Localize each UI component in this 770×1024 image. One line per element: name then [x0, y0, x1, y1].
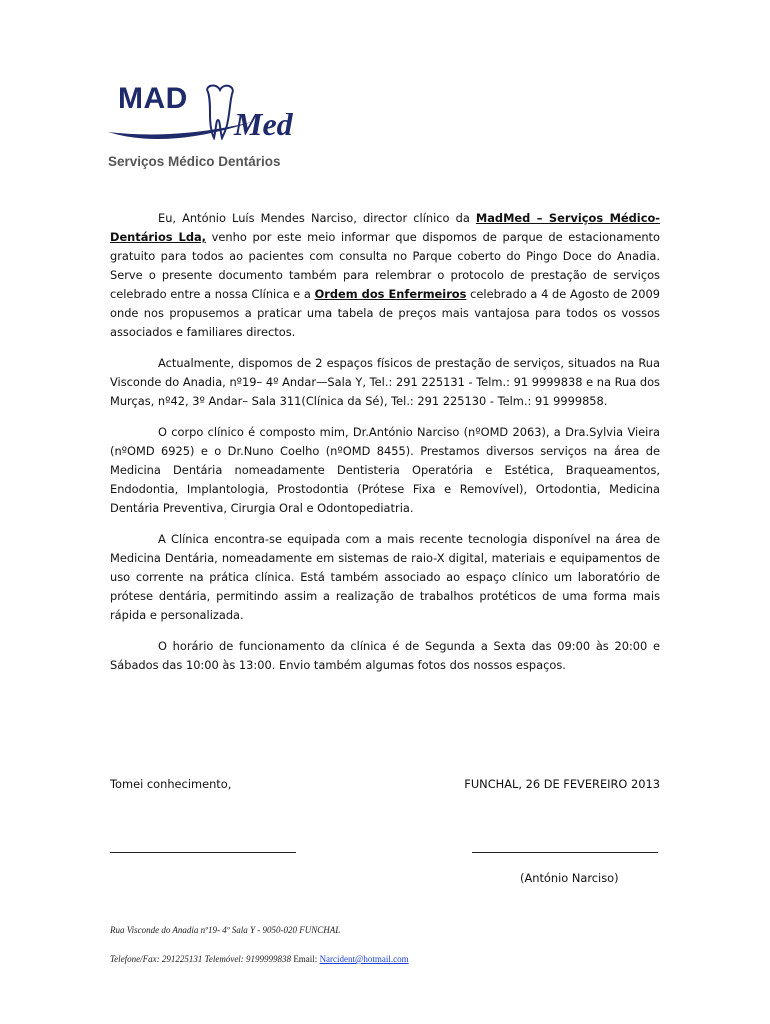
- company-logo: [104, 78, 326, 178]
- signer-name: (António Narciso): [520, 871, 619, 885]
- signature-line-right: [472, 852, 658, 853]
- paragraph-3: O corpo clínico é composto mim, Dr.António Narciso (nºOMD 2063), a Dra.Sylvia Vieira (nºOMD 6925) e o Dr.Nuno Coelho (nºOMD 8455). Prestamos diversos serviços na área de Medicina Dentária nomeadamente Dentisteria Operatória e Estética, Braqueamentos, Endodontia, Implantologia, Prostodontia (Prótese Fixa e Removível), Ortodontia, Medicina Dentária Preventiva, Cirurgia Oral e Odontopediatria.: [110, 425, 660, 515]
- company-name: MadMed – Serviços Médico-Dentários Lda,: [110, 211, 661, 244]
- paragraph-1-end: celebrado a 4 de Agosto de 2009 onde nos propusemos a praticar uma tabela de preços mais vantajosa para todos os vossos associados e familiares directos.: [110, 287, 660, 339]
- paragraph-1-middle: venho por este meio informar que dispomos de parque de estacionamento gratuito para todos ao pacientes com consulta no Parque coberto do Pingo Doce do Anadia. Serve o presente documento também para relembrar o protocolo de prestação de serviços celebrado entre a nossa Clínica e a: [110, 230, 660, 301]
- footer-email-label: Email:: [293, 954, 320, 964]
- ordem-enfermeiros: Ordem dos Enfermeiros: [314, 287, 467, 301]
- footer-phones: Telefone/Fax: 291225131 Telemóvel: 9199999838: [110, 954, 294, 964]
- paragraph-4: A Clínica encontra-se equipada com a mais recente tecnologia disponível na área de Medicina Dentária, nomeadamente em sistemas de raio-X digital, materiais e equipamentos de uso corrente na prática clínica. Está também associado ao espaço clínico um laboratório de prótese dentária, permitindo assim a realização de trabalhos protéticos de uma forma mais rápida e personalizada.: [110, 532, 660, 622]
- letter-body: [110, 209, 660, 687]
- paragraph-1: [110, 209, 660, 342]
- tooth-icon: [202, 84, 238, 140]
- logo-brand-left: MAD: [118, 82, 188, 115]
- signature-line-left: [110, 852, 296, 853]
- footer-email-link[interactable]: Narcident@hotmail.com: [319, 954, 409, 964]
- acknowledgement-label: Tomei conhecimento,: [110, 777, 232, 791]
- logo-tagline: Serviços Médico Dentários: [108, 154, 281, 169]
- footer-address: Rua Visconde do Anadia nº19- 4º Sala Y - 9050-020 FUNCHAL: [110, 925, 341, 935]
- footer-contacts: [110, 954, 409, 964]
- date-location: FUNCHAL, 26 DE FEVEREIRO 2013: [464, 777, 660, 791]
- logo-brand-right: Med: [234, 106, 293, 142]
- paragraph-5: O horário de funcionamento da clínica é de Segunda a Sexta das 09:00 às 20:00 e Sábados das 10:00 às 13:00. Envio também algumas fotos dos nossos espaços.: [110, 639, 660, 672]
- paragraph-1-intro: Eu, António Luís Mendes Narciso, director clínico da: [158, 211, 476, 225]
- paragraph-2: Actualmente, dispomos de 2 espaços físicos de prestação de serviços, situados na Rua Visconde do Anadia, nº19– 4º Andar—Sala Y, Tel.: 291 225131 - Telm.: 91 9999838 e na Rua dos Murças, nº42, 3º Andar– Sala 311(Clínica da Sé), Tel.: 291 225130 - Telm.: 91 9999858.: [110, 356, 660, 408]
